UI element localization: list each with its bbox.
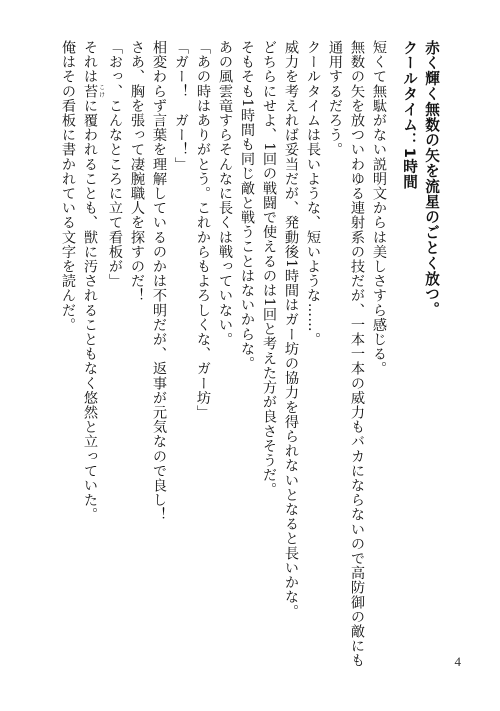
text-line: 短くて無駄がない説明文からは美しさすら感じる。 <box>371 40 387 376</box>
text-line: さあ、胸を張って凄腕職人を探すのだ！ <box>129 40 145 303</box>
text-line: 通用するだろう。 <box>327 40 343 157</box>
text-line: そもそも1時間も同じ敵と戦うことはないからな。 <box>239 40 255 371</box>
heading-spacer <box>390 40 398 660</box>
dialogue-line: 「ガー！ ガー！」 <box>173 40 189 172</box>
text-line-with-ruby <box>79 40 104 660</box>
text-line: 威力を考えれば妥当だが、発動後1時間はガー坊の協力を得られないとなると長いかな。 <box>283 40 299 619</box>
text-line: あの風雲竜すらそんなに長くは戦っていない。 <box>217 40 233 347</box>
text-line: クールタイムは長いような、短いような……。 <box>305 40 321 347</box>
vertical-text-block <box>57 40 442 668</box>
ruby-reading: こけ <box>97 83 105 99</box>
heading-skill-description: 赤く輝く無数の矢を流星のごとく放つ。 <box>423 40 440 318</box>
dialogue-line: 「おっ、こんなところに立て看板が」 <box>107 40 123 289</box>
heading-cooldown: クールタイム：1時間 <box>401 40 418 190</box>
text-line: 俺はその看板に書かれている文字を読んだ。 <box>60 40 76 332</box>
page-number: 4 <box>454 654 461 669</box>
text-line: 相変わらず言葉を理解しているのかは不明だが、返事が元気なので良し！ <box>151 40 167 522</box>
text-line: どちらにせよ、1回の戦闘で使えるのは1回と考えた方が良さそうだ。 <box>261 40 277 497</box>
ruby-line-after: に覆われることも、獣に汚されることもなく悠然と立っていた。 <box>82 98 98 522</box>
ruby-annotation <box>82 83 105 99</box>
ruby-base: 苔 <box>82 83 98 99</box>
text-line: 無数の矢を放ついわゆる連射系の技だが、一本一本の威力もバカにならないので高防御の敵にも <box>349 40 365 668</box>
dialogue-line: 「あの時はありがとう。これからもよろしくな、ガー坊」 <box>195 40 211 420</box>
ruby-line-before: それは <box>82 40 98 84</box>
